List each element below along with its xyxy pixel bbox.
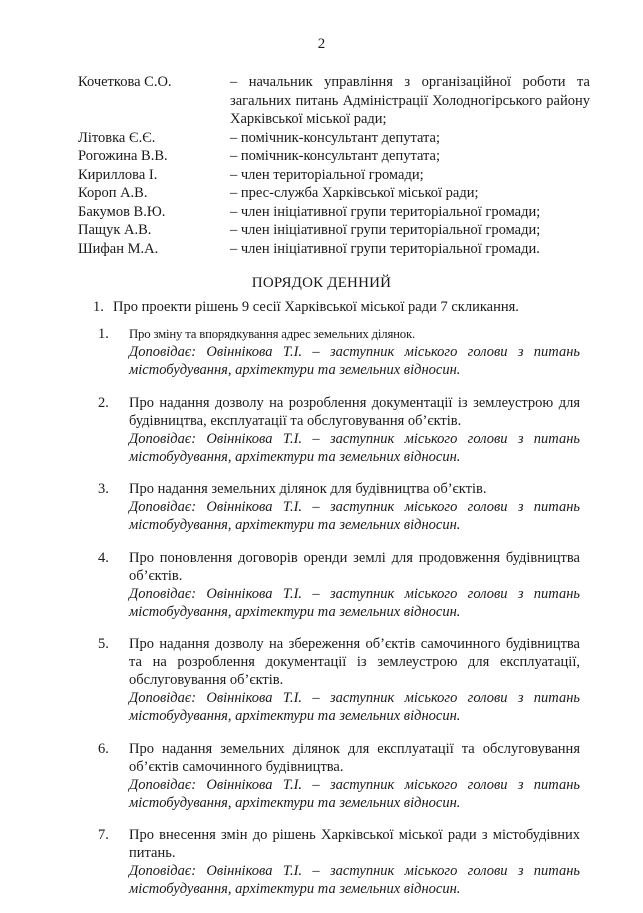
attendee-name: Кириллова І. — [78, 166, 158, 183]
subitem-number: 5. — [98, 636, 109, 652]
attendee-name: Кочеткова С.О. — [78, 74, 172, 90]
subitem-speaker: Доповідає: Овіннікова Т.І. – заступник міського голови з питань містобудування, архітектури та земельних відносин. — [129, 585, 580, 620]
attendee-row — [78, 73, 590, 129]
attendee-row — [78, 129, 590, 148]
subitem-number: 2. — [98, 394, 109, 411]
attendee-role: – член ініціативної групи територіальної громади; — [230, 222, 541, 238]
agenda-subitem — [98, 394, 580, 466]
subitem-title: Про внесення змін до рішень Харківської міської ради з містобудівних питань. — [129, 827, 580, 861]
subitem-number: 6. — [98, 740, 109, 757]
subitem-speaker: Доповідає: Овіннікова Т.І. – заступник міського голови з питань містобудування, архітектури та земельних відносин. — [129, 776, 580, 811]
subitem-number: 3. — [98, 481, 109, 497]
subitem-number: 4. — [98, 549, 109, 566]
agenda-subitem — [98, 635, 580, 725]
attendee-row — [78, 147, 590, 166]
subitem-speaker: Доповідає: Овіннікова Т.І. – заступник міського голови з питань містобудування, архітектури та земельних відносин. — [129, 499, 580, 533]
agenda-subitem — [98, 549, 580, 621]
agenda-subitem — [98, 325, 580, 379]
attendee-row — [78, 166, 590, 185]
agenda-subitem — [98, 740, 580, 812]
attendee-row — [78, 240, 590, 259]
agenda-subitem-list — [98, 325, 580, 913]
attendee-row — [78, 184, 590, 203]
attendee-list — [78, 73, 590, 258]
agenda-main-item-number: 1. — [93, 299, 104, 315]
attendee-name: Бакумов В.Ю. — [78, 203, 166, 220]
attendee-row — [78, 203, 590, 222]
subitem-speaker: Доповідає: Овіннікова Т.І. – заступник міського голови з питань містобудування, архітектури та земельних відносин. — [129, 863, 580, 897]
agenda-title: ПОРЯДОК ДЕННИЙ — [251, 275, 392, 291]
attendee-name: Рогожина В.В. — [78, 148, 168, 164]
agenda-main-item-text: Про проекти рішень 9 сесії Харківської міської ради 7 скликання. — [113, 299, 519, 315]
subitem-title: Про надання дозволу на розроблення документації із землеустрою для будівництва, експлуатації та обслуговування об’єктів. — [129, 394, 580, 429]
subitem-title: Про зміну та впорядкування адрес земельних ділянок. — [129, 327, 415, 341]
subitem-speaker: Доповідає: Овіннікова Т.І. – заступник міського голови з питань містобудування, архітектури та земельних відносин. — [129, 344, 580, 378]
agenda-main-item — [93, 298, 593, 316]
attendee-role: – начальник управління з організаційної роботи та загальних питань Адміністрації Холодногірського району Харківської міської ради; — [230, 74, 590, 127]
subitem-number: 1. — [98, 326, 109, 342]
attendee-name: Пащук А.В. — [78, 222, 152, 238]
attendee-role: – член ініціативної групи територіальної громади. — [230, 240, 540, 257]
attendee-name: Літовка Є.Є. — [78, 129, 156, 146]
subitem-speaker: Доповідає: Овіннікова Т.І. – заступник міського голови з питань містобудування, архітектури та земельних відносин. — [129, 430, 580, 465]
subitem-title: Про надання земельних ділянок для експлуатації та обслуговування об’єктів самочинного будівництва. — [129, 740, 580, 775]
agenda-subitem — [98, 480, 580, 534]
subitem-title: Про надання дозволу на збереження об’єктів самочинного будівництва та на розроблення документації із землеустрою для експлуатації, обслуговування об’єктів. — [129, 636, 580, 688]
attendee-role: – член територіальної громади; — [230, 166, 424, 183]
page-number: 2 — [317, 36, 326, 52]
subitem-title: Про надання земельних ділянок для будівництва об’єктів. — [129, 481, 487, 497]
attendee-name: Шифан М.А. — [78, 240, 159, 257]
attendee-row — [78, 221, 590, 240]
attendee-role: – член ініціативної групи територіальної громади; — [230, 203, 541, 220]
attendee-name: Короп А.В. — [78, 185, 148, 201]
attendee-role: – помічник-консультант депутата; — [230, 129, 441, 146]
attendee-role: – помічник-консультант депутата; — [230, 148, 441, 164]
subitem-title: Про поновлення договорів оренди землі для продовження будівництва об’єктів. — [129, 549, 580, 584]
attendee-role: – прес-служба Харківської міської ради; — [230, 185, 479, 201]
subitem-number: 7. — [98, 827, 109, 843]
subitem-speaker: Доповідає: Овіннікова Т.І. – заступник міського голови з питань містобудування, архітектури та земельних відносин. — [129, 690, 580, 724]
agenda-subitem — [98, 826, 580, 898]
